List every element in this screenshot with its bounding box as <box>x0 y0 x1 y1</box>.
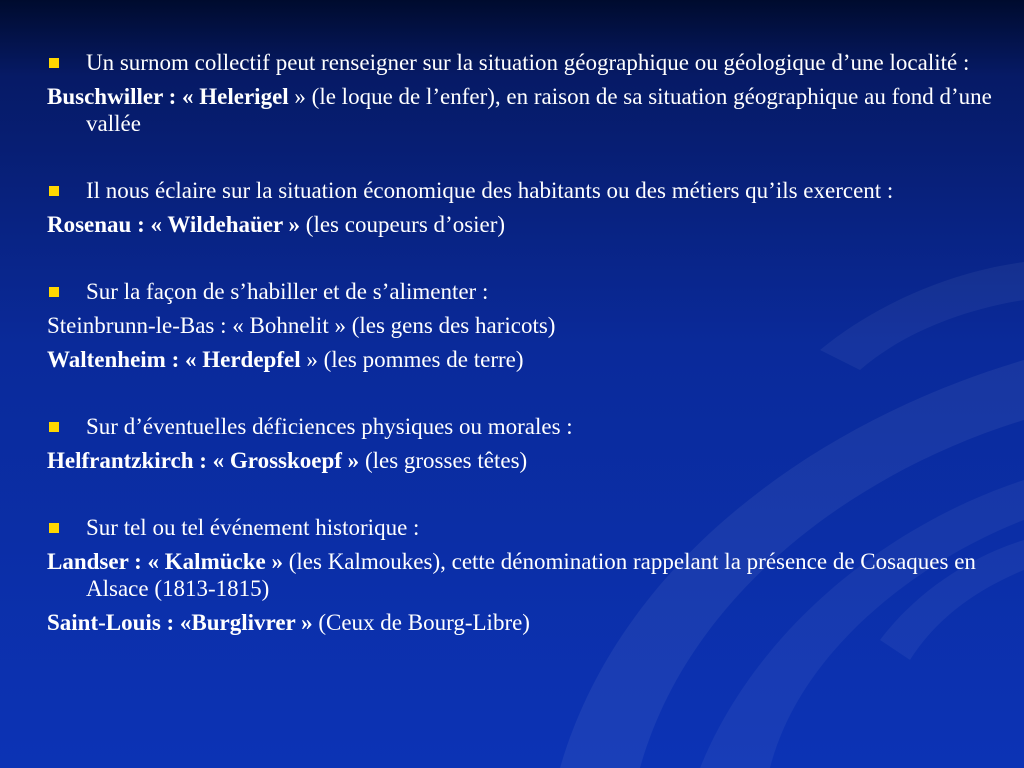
yellow-square-bullet-icon <box>49 287 59 297</box>
example-rest: (Ceux de Bourg-Libre) <box>312 610 530 635</box>
example-rest: Steinbrunn-le-Bas : « Bohnelit » (les gens des haricots) <box>47 313 556 338</box>
yellow-square-bullet-icon <box>49 523 59 533</box>
example-line <box>47 609 997 636</box>
bullet-item <box>47 49 997 76</box>
example-line <box>47 548 997 602</box>
example-rest: » (le loque de l’enfer), en raison de sa situation géographique au fond d’une vallée <box>86 84 992 136</box>
bullet-text: Sur la façon de s’habiller et de s’alimenter : <box>86 279 489 304</box>
example-bold: Buschwiller : « Helerigel <box>47 84 289 109</box>
example-line <box>47 346 997 373</box>
example-rest: » (les pommes de terre) <box>300 347 524 372</box>
yellow-square-bullet-icon <box>49 58 59 68</box>
example-line <box>47 83 997 137</box>
slide-body <box>47 49 997 636</box>
example-bold: Rosenau : « Wildehaüer » <box>47 212 301 237</box>
yellow-square-bullet-icon <box>49 186 59 196</box>
bullet-item <box>47 177 997 204</box>
example-bold: Landser : « Kalmücke » <box>47 549 283 574</box>
bullet-item <box>47 514 997 541</box>
bullet-item <box>47 413 997 440</box>
bullet-text: Un surnom collectif peut renseigner sur la situation géographique ou géologique d’une localité : <box>86 50 970 75</box>
example-line <box>47 447 997 474</box>
example-bold: Waltenheim : « Herdepfel <box>47 347 301 372</box>
example-rest: (les grosses têtes) <box>359 448 528 473</box>
example-line <box>47 312 997 339</box>
example-rest: (les coupeurs d’osier) <box>300 212 506 237</box>
example-bold: Saint-Louis : «Burglivrer » <box>47 610 313 635</box>
bullet-item <box>47 278 997 305</box>
example-rest: (les Kalmoukes), cette dénomination rappelant la présence de Cosaques en Alsace (1813-1815) <box>86 549 976 601</box>
bullet-text: Sur d’éventuelles déficiences physiques ou morales : <box>86 414 573 439</box>
bullet-text: Sur tel ou tel événement historique : <box>86 515 420 540</box>
example-line <box>47 211 997 238</box>
bullet-text: Il nous éclaire sur la situation économique des habitants ou des métiers qu’ils exercent : <box>86 178 894 203</box>
example-bold: Helfrantzkirch : « Grosskoepf » <box>47 448 360 473</box>
yellow-square-bullet-icon <box>49 422 59 432</box>
